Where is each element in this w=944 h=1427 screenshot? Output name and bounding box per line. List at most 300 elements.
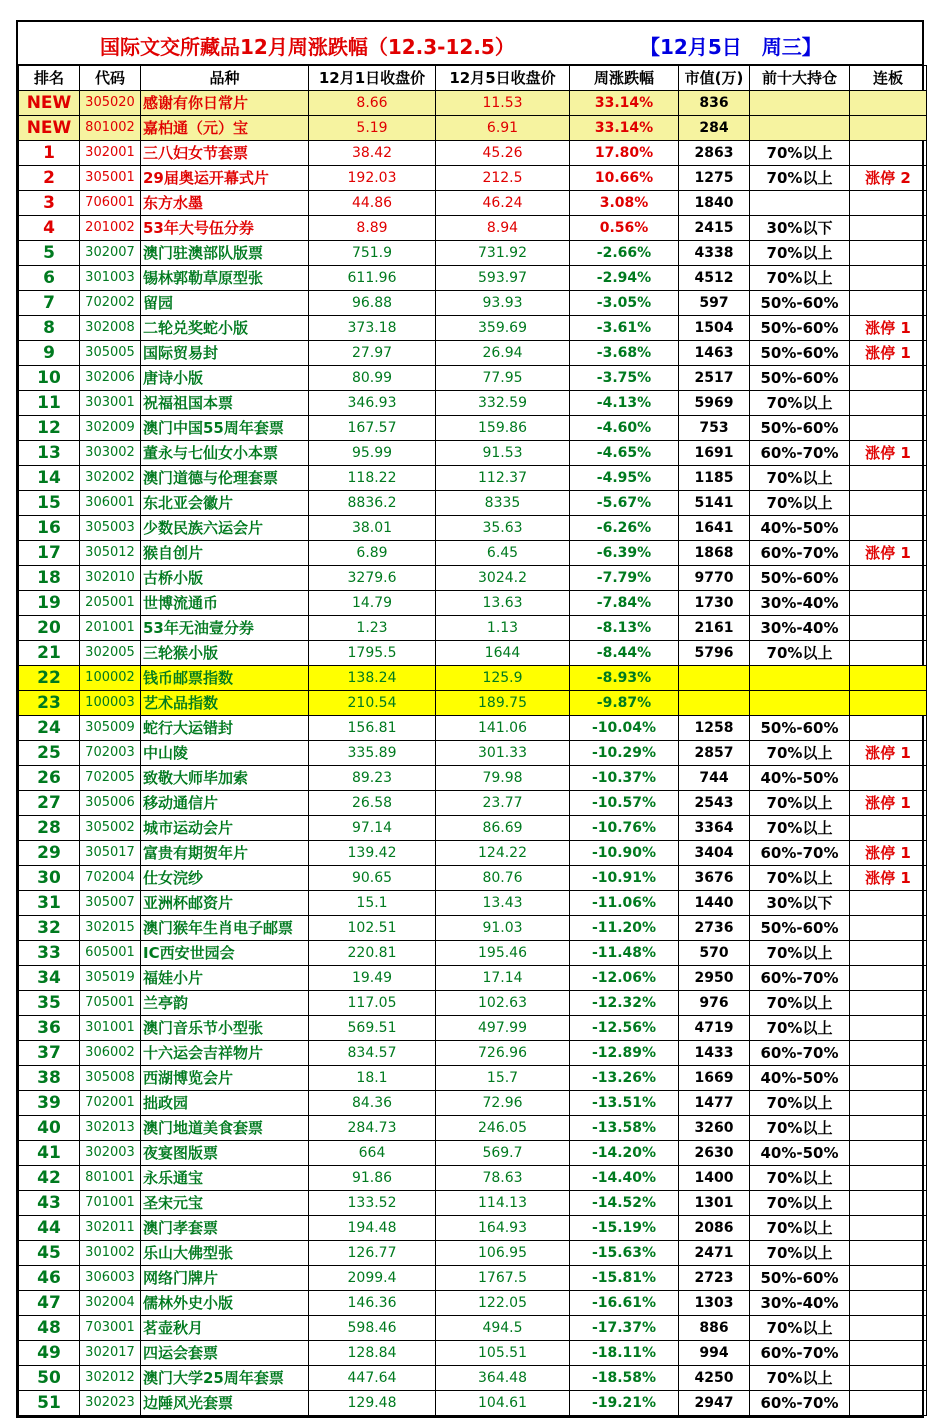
cell-code: 306003 bbox=[80, 1266, 141, 1291]
cell-rank: 16 bbox=[19, 516, 80, 541]
cell-market-value: 3676 bbox=[679, 866, 750, 891]
cell-code: 702003 bbox=[80, 741, 141, 766]
cell-change: -12.56% bbox=[570, 1016, 679, 1041]
cell-name: 世博流通币 bbox=[141, 591, 309, 616]
cell-price-start: 569.51 bbox=[309, 1016, 436, 1041]
table-row[interactable] bbox=[19, 891, 927, 916]
table-row[interactable] bbox=[19, 1266, 927, 1291]
cell-rank: 15 bbox=[19, 491, 80, 516]
table-row[interactable] bbox=[19, 691, 927, 716]
table-row[interactable] bbox=[19, 491, 927, 516]
cell-rank: 43 bbox=[19, 1191, 80, 1216]
cell-price-start: 38.01 bbox=[309, 516, 436, 541]
cell-name: 钱币邮票指数 bbox=[141, 666, 309, 691]
cell-code: 303001 bbox=[80, 391, 141, 416]
cell-top10-holding: 70%以上 bbox=[750, 1366, 850, 1391]
cell-code: 302005 bbox=[80, 641, 141, 666]
table-row[interactable] bbox=[19, 716, 927, 741]
cell-price-end: 141.06 bbox=[436, 716, 570, 741]
table-row[interactable] bbox=[19, 666, 927, 691]
cell-price-start: 598.46 bbox=[309, 1316, 436, 1341]
table-row[interactable] bbox=[19, 1191, 927, 1216]
cell-change: -10.90% bbox=[570, 841, 679, 866]
cell-rank: 13 bbox=[19, 441, 80, 466]
cell-name: 茗壶秋月 bbox=[141, 1316, 309, 1341]
cell-market-value: 1440 bbox=[679, 891, 750, 916]
cell-name: 城市运动会片 bbox=[141, 816, 309, 841]
cell-top10-holding: 70%以上 bbox=[750, 791, 850, 816]
cell-change: -10.37% bbox=[570, 766, 679, 791]
cell-change: -10.04% bbox=[570, 716, 679, 741]
table-row[interactable] bbox=[19, 391, 927, 416]
cell-change: -6.26% bbox=[570, 516, 679, 541]
header-top10-holding[interactable]: 前十大持仓 bbox=[750, 66, 850, 91]
cell-rank: 30 bbox=[19, 866, 80, 891]
header-name[interactable]: 品种 bbox=[141, 66, 309, 91]
table-row[interactable] bbox=[19, 316, 927, 341]
cell-name: 古桥小版 bbox=[141, 566, 309, 591]
cell-rank: 38 bbox=[19, 1066, 80, 1091]
cell-limit-streak: 涨停 1 bbox=[850, 441, 927, 466]
cell-top10-holding: 30%以下 bbox=[750, 216, 850, 241]
cell-market-value: 5796 bbox=[679, 641, 750, 666]
cell-top10-holding: 30%-40% bbox=[750, 616, 850, 641]
cell-market-value: 1463 bbox=[679, 341, 750, 366]
cell-price-end: 301.33 bbox=[436, 741, 570, 766]
cell-limit-streak bbox=[850, 666, 927, 691]
table-row[interactable] bbox=[19, 1341, 927, 1366]
cell-limit-streak bbox=[850, 916, 927, 941]
table-row[interactable] bbox=[19, 1041, 927, 1066]
cell-name: IC西安世园会 bbox=[141, 941, 309, 966]
cell-market-value: 2947 bbox=[679, 1391, 750, 1416]
cell-rank: 14 bbox=[19, 466, 80, 491]
cell-rank: 33 bbox=[19, 941, 80, 966]
cell-market-value: 5969 bbox=[679, 391, 750, 416]
cell-price-start: 335.89 bbox=[309, 741, 436, 766]
header-price-end[interactable]: 12月5日收盘价 bbox=[436, 66, 570, 91]
cell-price-end: 212.5 bbox=[436, 166, 570, 191]
cell-code: 706001 bbox=[80, 191, 141, 216]
cell-price-end: 105.51 bbox=[436, 1341, 570, 1366]
cell-top10-holding bbox=[750, 91, 850, 116]
cell-price-end: 26.94 bbox=[436, 341, 570, 366]
cell-price-end: 13.63 bbox=[436, 591, 570, 616]
cell-code: 100003 bbox=[80, 691, 141, 716]
cell-market-value: 1258 bbox=[679, 716, 750, 741]
cell-rank: 40 bbox=[19, 1116, 80, 1141]
cell-limit-streak bbox=[850, 1316, 927, 1341]
cell-limit-streak bbox=[850, 366, 927, 391]
cell-price-end: 124.22 bbox=[436, 841, 570, 866]
page-title: 国际文交所藏品12月周涨跌幅（12.3-12.5） bbox=[100, 35, 515, 59]
table-row[interactable] bbox=[19, 541, 927, 566]
cell-top10-holding: 70%以上 bbox=[750, 141, 850, 166]
table-row[interactable] bbox=[19, 291, 927, 316]
cell-price-end: 112.37 bbox=[436, 466, 570, 491]
cell-change: -12.32% bbox=[570, 991, 679, 1016]
cell-change: -18.11% bbox=[570, 1341, 679, 1366]
table-row[interactable] bbox=[19, 416, 927, 441]
header-price-start[interactable]: 12月1日收盘价 bbox=[309, 66, 436, 91]
cell-code: 305007 bbox=[80, 891, 141, 916]
header-row bbox=[19, 66, 927, 91]
cell-price-end: 1644 bbox=[436, 641, 570, 666]
cell-price-start: 97.14 bbox=[309, 816, 436, 841]
cell-price-start: 133.52 bbox=[309, 1191, 436, 1216]
cell-top10-holding: 50%-60% bbox=[750, 566, 850, 591]
cell-code: 302002 bbox=[80, 466, 141, 491]
header-limit-streak[interactable]: 连板 bbox=[850, 66, 927, 91]
cell-price-end: 23.77 bbox=[436, 791, 570, 816]
cell-change: -14.40% bbox=[570, 1166, 679, 1191]
cell-price-start: 220.81 bbox=[309, 941, 436, 966]
cell-code: 702005 bbox=[80, 766, 141, 791]
cell-top10-holding: 70%以上 bbox=[750, 1016, 850, 1041]
table-row[interactable] bbox=[19, 641, 927, 666]
table-row[interactable] bbox=[19, 1366, 927, 1391]
table-row[interactable] bbox=[19, 1391, 927, 1416]
cell-limit-streak bbox=[850, 1241, 927, 1266]
table-row[interactable] bbox=[19, 566, 927, 591]
cell-market-value: 570 bbox=[679, 941, 750, 966]
cell-price-start: 1795.5 bbox=[309, 641, 436, 666]
cell-name: 十六运会吉祥物片 bbox=[141, 1041, 309, 1066]
table-row[interactable] bbox=[19, 441, 927, 466]
cell-market-value: 2086 bbox=[679, 1216, 750, 1241]
cell-price-end: 106.95 bbox=[436, 1241, 570, 1266]
cell-name: 澳门大学25周年套票 bbox=[141, 1366, 309, 1391]
cell-market-value: 3364 bbox=[679, 816, 750, 841]
cell-market-value: 2543 bbox=[679, 791, 750, 816]
cell-name: 少数民族六运会片 bbox=[141, 516, 309, 541]
cell-change: -2.94% bbox=[570, 266, 679, 291]
cell-name: 西湖博览会片 bbox=[141, 1066, 309, 1091]
cell-change: -17.37% bbox=[570, 1316, 679, 1341]
cell-code: 305006 bbox=[80, 791, 141, 816]
table-row[interactable] bbox=[19, 591, 927, 616]
cell-limit-streak bbox=[850, 641, 927, 666]
cell-top10-holding: 70%以上 bbox=[750, 1316, 850, 1341]
cell-top10-holding: 70%以上 bbox=[750, 241, 850, 266]
cell-limit-streak bbox=[850, 191, 927, 216]
cell-limit-streak bbox=[850, 91, 927, 116]
cell-top10-holding: 70%以上 bbox=[750, 1166, 850, 1191]
cell-price-end: 6.91 bbox=[436, 116, 570, 141]
cell-price-start: 611.96 bbox=[309, 266, 436, 291]
cell-code: 301002 bbox=[80, 1241, 141, 1266]
cell-price-end: 364.48 bbox=[436, 1366, 570, 1391]
cell-price-start: 84.36 bbox=[309, 1091, 436, 1116]
table-row[interactable] bbox=[19, 1016, 927, 1041]
cell-price-end: 45.26 bbox=[436, 141, 570, 166]
cell-name: 艺术品指数 bbox=[141, 691, 309, 716]
cell-change: -3.75% bbox=[570, 366, 679, 391]
table-row[interactable] bbox=[19, 341, 927, 366]
cell-rank: 50 bbox=[19, 1366, 80, 1391]
cell-market-value: 1691 bbox=[679, 441, 750, 466]
header-market-value[interactable]: 市值(万) bbox=[679, 66, 750, 91]
table-row[interactable] bbox=[19, 1216, 927, 1241]
cell-market-value: 2517 bbox=[679, 366, 750, 391]
cell-limit-streak: 涨停 1 bbox=[850, 316, 927, 341]
cell-price-end: 246.05 bbox=[436, 1116, 570, 1141]
cell-name: 澳门音乐节小型张 bbox=[141, 1016, 309, 1041]
cell-limit-streak: 涨停 1 bbox=[850, 541, 927, 566]
cell-price-end: 15.7 bbox=[436, 1066, 570, 1091]
cell-limit-streak bbox=[850, 1141, 927, 1166]
cell-code: 703001 bbox=[80, 1316, 141, 1341]
cell-top10-holding: 60%-70% bbox=[750, 1341, 850, 1366]
cell-limit-streak bbox=[850, 391, 927, 416]
cell-rank: 24 bbox=[19, 716, 80, 741]
cell-code: 305009 bbox=[80, 716, 141, 741]
cell-price-end: 1767.5 bbox=[436, 1266, 570, 1291]
table-row[interactable] bbox=[19, 766, 927, 791]
cell-price-end: 189.75 bbox=[436, 691, 570, 716]
cell-code: 306001 bbox=[80, 491, 141, 516]
cell-top10-holding bbox=[750, 666, 850, 691]
cell-top10-holding: 60%-70% bbox=[750, 541, 850, 566]
cell-price-end: 114.13 bbox=[436, 1191, 570, 1216]
cell-rank: 45 bbox=[19, 1241, 80, 1266]
table-row[interactable] bbox=[19, 741, 927, 766]
cell-code: 302017 bbox=[80, 1341, 141, 1366]
cell-price-start: 91.86 bbox=[309, 1166, 436, 1191]
cell-price-end: 102.63 bbox=[436, 991, 570, 1016]
cell-market-value: 976 bbox=[679, 991, 750, 1016]
cell-code: 701001 bbox=[80, 1191, 141, 1216]
table-row[interactable] bbox=[19, 816, 927, 841]
cell-name: 致敬大师毕加索 bbox=[141, 766, 309, 791]
cell-change: -7.79% bbox=[570, 566, 679, 591]
cell-change: -12.06% bbox=[570, 966, 679, 991]
table-row[interactable] bbox=[19, 791, 927, 816]
cell-top10-holding: 70%以上 bbox=[750, 391, 850, 416]
cell-price-start: 373.18 bbox=[309, 316, 436, 341]
cell-top10-holding: 50%-60% bbox=[750, 916, 850, 941]
cell-market-value: 2630 bbox=[679, 1141, 750, 1166]
cell-top10-holding: 60%-70% bbox=[750, 966, 850, 991]
header-code[interactable]: 代码 bbox=[80, 66, 141, 91]
cell-name: 仕女浣纱 bbox=[141, 866, 309, 891]
cell-price-start: 834.57 bbox=[309, 1041, 436, 1066]
cell-limit-streak bbox=[850, 1391, 927, 1416]
cell-limit-streak bbox=[850, 116, 927, 141]
cell-market-value bbox=[679, 691, 750, 716]
cell-top10-holding: 70%以上 bbox=[750, 1091, 850, 1116]
cell-limit-streak bbox=[850, 1066, 927, 1091]
cell-top10-holding bbox=[750, 691, 850, 716]
cell-change: 0.56% bbox=[570, 216, 679, 241]
cell-rank: 44 bbox=[19, 1216, 80, 1241]
table-row[interactable] bbox=[19, 1316, 927, 1341]
table-row[interactable] bbox=[19, 216, 927, 241]
table-row[interactable] bbox=[19, 1291, 927, 1316]
cell-code: 302006 bbox=[80, 366, 141, 391]
cell-name: 29届奥运开幕式片 bbox=[141, 166, 309, 191]
cell-market-value: 1504 bbox=[679, 316, 750, 341]
cell-rank: 8 bbox=[19, 316, 80, 341]
table-row[interactable] bbox=[19, 1116, 927, 1141]
cell-market-value: 1433 bbox=[679, 1041, 750, 1066]
cell-change: -15.81% bbox=[570, 1266, 679, 1291]
cell-price-start: 8.89 bbox=[309, 216, 436, 241]
cell-rank: 48 bbox=[19, 1316, 80, 1341]
cell-change: -10.29% bbox=[570, 741, 679, 766]
table-row[interactable] bbox=[19, 266, 927, 291]
cell-price-end: 17.14 bbox=[436, 966, 570, 991]
cell-price-end: 494.5 bbox=[436, 1316, 570, 1341]
cell-price-start: 8.66 bbox=[309, 91, 436, 116]
cell-code: 302009 bbox=[80, 416, 141, 441]
cell-market-value: 2857 bbox=[679, 741, 750, 766]
table-row[interactable] bbox=[19, 466, 927, 491]
cell-rank: 3 bbox=[19, 191, 80, 216]
header-change[interactable]: 周涨跌幅 bbox=[570, 66, 679, 91]
cell-market-value: 4250 bbox=[679, 1366, 750, 1391]
cell-market-value: 1641 bbox=[679, 516, 750, 541]
cell-name: 永乐通宝 bbox=[141, 1166, 309, 1191]
table-row[interactable] bbox=[19, 1091, 927, 1116]
cell-change: -6.39% bbox=[570, 541, 679, 566]
cell-code: 302004 bbox=[80, 1291, 141, 1316]
cell-name: 锡林郭勒草原型张 bbox=[141, 266, 309, 291]
table-row[interactable] bbox=[19, 191, 927, 216]
cell-top10-holding bbox=[750, 116, 850, 141]
table-row[interactable] bbox=[19, 841, 927, 866]
cell-limit-streak bbox=[850, 1091, 927, 1116]
header-rank[interactable]: 排名 bbox=[19, 66, 80, 91]
cell-name: 53年无油壹分券 bbox=[141, 616, 309, 641]
cell-code: 801002 bbox=[80, 116, 141, 141]
table-row[interactable] bbox=[19, 1141, 927, 1166]
cell-top10-holding: 70%以上 bbox=[750, 166, 850, 191]
cell-price-end: 78.63 bbox=[436, 1166, 570, 1191]
cell-top10-holding: 70%以上 bbox=[750, 1241, 850, 1266]
cell-rank: 22 bbox=[19, 666, 80, 691]
cell-rank: 1 bbox=[19, 141, 80, 166]
table-row[interactable] bbox=[19, 991, 927, 1016]
cell-market-value: 2415 bbox=[679, 216, 750, 241]
cell-price-end: 93.93 bbox=[436, 291, 570, 316]
cell-top10-holding: 70%以上 bbox=[750, 641, 850, 666]
cell-rank: 41 bbox=[19, 1141, 80, 1166]
cell-market-value: 2471 bbox=[679, 1241, 750, 1266]
ranking-sheet bbox=[16, 20, 924, 1418]
cell-code: 705001 bbox=[80, 991, 141, 1016]
cell-rank: 36 bbox=[19, 1016, 80, 1041]
cell-price-end: 77.95 bbox=[436, 366, 570, 391]
cell-top10-holding: 60%-70% bbox=[750, 841, 850, 866]
cell-market-value: 744 bbox=[679, 766, 750, 791]
cell-price-end: 497.99 bbox=[436, 1016, 570, 1041]
cell-change: -7.84% bbox=[570, 591, 679, 616]
cell-top10-holding: 70%以上 bbox=[750, 266, 850, 291]
table-row[interactable] bbox=[19, 916, 927, 941]
cell-change: -12.89% bbox=[570, 1041, 679, 1066]
cell-top10-holding: 70%以上 bbox=[750, 1116, 850, 1141]
cell-price-start: 118.22 bbox=[309, 466, 436, 491]
ranking-table bbox=[18, 65, 927, 1416]
cell-market-value: 1669 bbox=[679, 1066, 750, 1091]
cell-market-value: 2723 bbox=[679, 1266, 750, 1291]
cell-change: -9.87% bbox=[570, 691, 679, 716]
cell-name: 圣宋元宝 bbox=[141, 1191, 309, 1216]
cell-rank: 10 bbox=[19, 366, 80, 391]
cell-price-start: 80.99 bbox=[309, 366, 436, 391]
cell-price-start: 5.19 bbox=[309, 116, 436, 141]
table-row[interactable] bbox=[19, 1241, 927, 1266]
table-row[interactable] bbox=[19, 966, 927, 991]
cell-market-value: 5141 bbox=[679, 491, 750, 516]
table-row[interactable] bbox=[19, 166, 927, 191]
table-row[interactable] bbox=[19, 116, 927, 141]
cell-change: -11.06% bbox=[570, 891, 679, 916]
cell-code: 302003 bbox=[80, 1141, 141, 1166]
cell-name: 澳门驻澳部队版票 bbox=[141, 241, 309, 266]
cell-price-start: 194.48 bbox=[309, 1216, 436, 1241]
cell-rank: 2 bbox=[19, 166, 80, 191]
cell-rank: 7 bbox=[19, 291, 80, 316]
cell-limit-streak: 涨停 1 bbox=[850, 791, 927, 816]
table-row[interactable] bbox=[19, 1166, 927, 1191]
cell-top10-holding: 60%-70% bbox=[750, 441, 850, 466]
table-row[interactable] bbox=[19, 941, 927, 966]
cell-price-end: 731.92 bbox=[436, 241, 570, 266]
table-row[interactable] bbox=[19, 516, 927, 541]
cell-market-value: 753 bbox=[679, 416, 750, 441]
cell-top10-holding: 50%-60% bbox=[750, 366, 850, 391]
cell-name: 澳门孝套票 bbox=[141, 1216, 309, 1241]
cell-change: -4.13% bbox=[570, 391, 679, 416]
cell-market-value: 4512 bbox=[679, 266, 750, 291]
cell-price-start: 44.86 bbox=[309, 191, 436, 216]
cell-name: 四运会套票 bbox=[141, 1341, 309, 1366]
table-row[interactable] bbox=[19, 616, 927, 641]
cell-price-start: 447.64 bbox=[309, 1366, 436, 1391]
cell-market-value: 2736 bbox=[679, 916, 750, 941]
cell-change: -16.61% bbox=[570, 1291, 679, 1316]
table-row[interactable] bbox=[19, 241, 927, 266]
cell-name: 祝福祖国本票 bbox=[141, 391, 309, 416]
cell-price-start: 102.51 bbox=[309, 916, 436, 941]
cell-limit-streak bbox=[850, 616, 927, 641]
cell-price-start: 15.1 bbox=[309, 891, 436, 916]
table-row[interactable] bbox=[19, 866, 927, 891]
cell-change: -11.20% bbox=[570, 916, 679, 941]
cell-name: 澳门地道美食套票 bbox=[141, 1116, 309, 1141]
table-row[interactable] bbox=[19, 141, 927, 166]
cell-price-start: 192.03 bbox=[309, 166, 436, 191]
cell-limit-streak bbox=[850, 691, 927, 716]
table-row[interactable] bbox=[19, 91, 927, 116]
cell-change: -3.05% bbox=[570, 291, 679, 316]
cell-top10-holding: 50%-60% bbox=[750, 316, 850, 341]
cell-top10-holding: 70%以上 bbox=[750, 866, 850, 891]
cell-code: 305005 bbox=[80, 341, 141, 366]
cell-limit-streak bbox=[850, 1191, 927, 1216]
cell-rank: 26 bbox=[19, 766, 80, 791]
cell-rank: 5 bbox=[19, 241, 80, 266]
cell-price-start: 129.48 bbox=[309, 1391, 436, 1416]
cell-rank: 17 bbox=[19, 541, 80, 566]
table-row[interactable] bbox=[19, 366, 927, 391]
cell-market-value: 1400 bbox=[679, 1166, 750, 1191]
cell-name: 儒林外史小版 bbox=[141, 1291, 309, 1316]
table-row[interactable] bbox=[19, 1066, 927, 1091]
cell-change: -14.52% bbox=[570, 1191, 679, 1216]
